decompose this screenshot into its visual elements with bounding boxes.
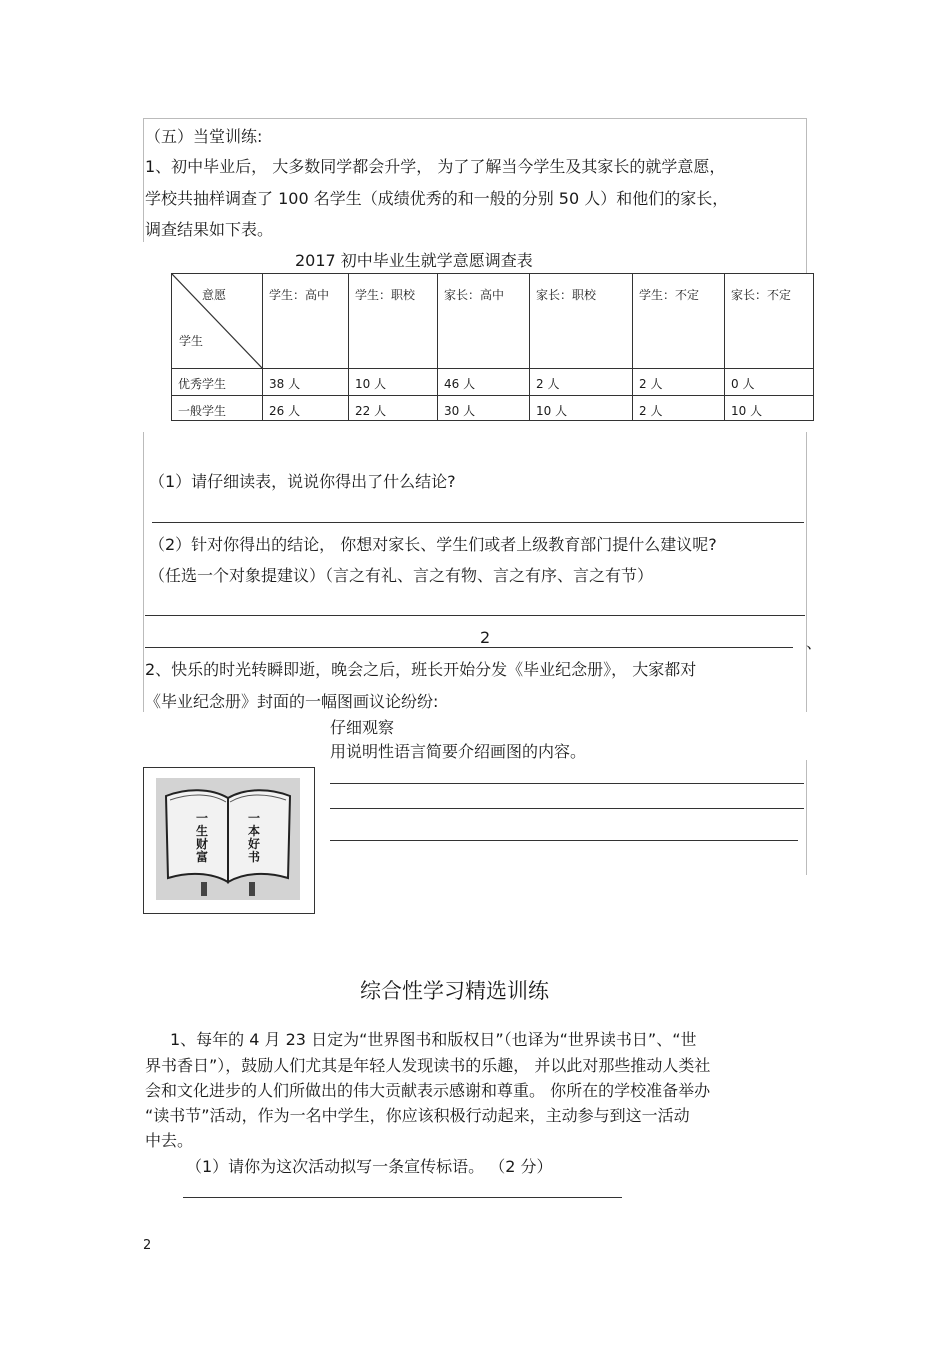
answer-line[interactable] [330,783,804,784]
page-number: 2 [143,1238,152,1253]
paragraph-line-1: 1、每年的 4 月 23 日定为“世界图书和版权日”（也译为“世界读书日”、“世 [170,1030,697,1049]
frame-right-line [806,118,807,273]
frame-left-line-2 [143,432,144,712]
edge-mark: 、 [806,633,823,652]
corner-top-label: 意愿 [202,288,227,302]
table-cell: 38 人 [263,369,349,396]
table-header-cell: 家长：不定 [725,274,814,369]
question-1-line-2: 学校共抽样调查了 100 名学生（成绩优秀的和一般的分别 50 人）和他们的家长， [145,189,729,208]
picture-left-caption: 一生财富 [196,811,209,864]
question-1-line-3: 调查结果如下表。 [145,220,274,239]
question-1-line-1: 1、初中毕业后， 大多数同学都会升学， 为了了解当今学生及其家长的就学意愿， [145,157,726,176]
question-2-line-2: 《毕业纪念册》封面的一幅图画议论纷纷: [145,692,439,711]
frame-left-line [143,118,144,242]
observe-prompt: 仔细观察 [330,718,395,737]
table-header-cell: 学生：不定 [633,274,725,369]
slogan-question: （1）请你为这次活动拟写一条宣传标语。 （2 分） [186,1157,553,1176]
paragraph-line-4: “读书节”活动，作为一名中学生，你应该积极行动起来，主动参与到这一活动 [145,1106,690,1125]
picture-right-caption: 一本好书 [248,811,261,864]
table-header-cell: 家长：高中 [438,274,530,369]
frame-right-line-3 [806,760,807,875]
table-corner-cell [172,274,263,369]
row-label: 一般学生 [172,396,263,421]
section-heading: （五）当堂训练: [145,127,263,146]
table-row [172,369,814,396]
cover-picture [143,767,315,914]
paragraph-line-5: 中去。 [145,1131,194,1150]
sub-question-2-line-1: （2）针对你得出的结论， 你想对家长、学生们或者上级教育部门提什么建议呢? [149,535,717,554]
answer-line[interactable] [145,647,793,648]
table-header-row [172,274,814,369]
table-cell: 26 人 [263,396,349,421]
table-cell: 10 人 [725,396,814,421]
answer-line[interactable] [330,840,798,841]
answer-line[interactable] [183,1197,622,1198]
answer-line[interactable] [330,808,804,809]
frame-right-line-2 [806,432,807,712]
table-header-cell: 家长：职校 [530,274,633,369]
sub-question-2-line-2: （任选一个对象提建议）（言之有礼、言之有物、言之有序、言之有节） [149,566,654,585]
sub-question-1: （1）请仔细读表，说说你得出了什么结论? [149,472,456,491]
table-header-cell: 学生：高中 [263,274,349,369]
frame-top-line [143,118,807,119]
row-label: 优秀学生 [172,369,263,396]
table-row [172,396,814,421]
table-cell: 2 人 [530,369,633,396]
table-cell: 46 人 [438,369,530,396]
table-cell: 30 人 [438,396,530,421]
question-2-line-1: 2、快乐的时光转瞬即逝，晚会之后，班长开始分发《毕业纪念册》， 大家都对 [145,660,697,679]
paragraph-line-2: 界书香日”），鼓励人们尤其是年轻人发现读书的乐趣， 并以此对那些推动人类社 [145,1056,711,1075]
answer-line[interactable] [152,522,804,523]
table-cell: 10 人 [530,396,633,421]
corner-bottom-label: 学生 [179,334,204,348]
page-marker: 2 [480,628,491,647]
description-instruction: 用说明性语言简要介绍画图的内容。 [330,742,587,761]
table-title: 2017 初中毕业生就学意愿调查表 [295,251,533,270]
table-cell: 2 人 [633,396,725,421]
table-cell: 10 人 [349,369,438,396]
open-book-icon [156,778,300,900]
table-cell: 2 人 [633,369,725,396]
table-header-cell: 学生：职校 [349,274,438,369]
survey-table [171,273,814,421]
table-cell: 0 人 [725,369,814,396]
table-cell: 22 人 [349,396,438,421]
answer-line[interactable] [145,615,805,616]
section-title: 综合性学习精选训练 [360,979,549,1003]
book-illustration [156,778,300,900]
paragraph-line-3: 会和文化进步的人们所做出的伟大贡献表示感谢和尊重。 你所在的学校准备举办 [145,1081,711,1100]
